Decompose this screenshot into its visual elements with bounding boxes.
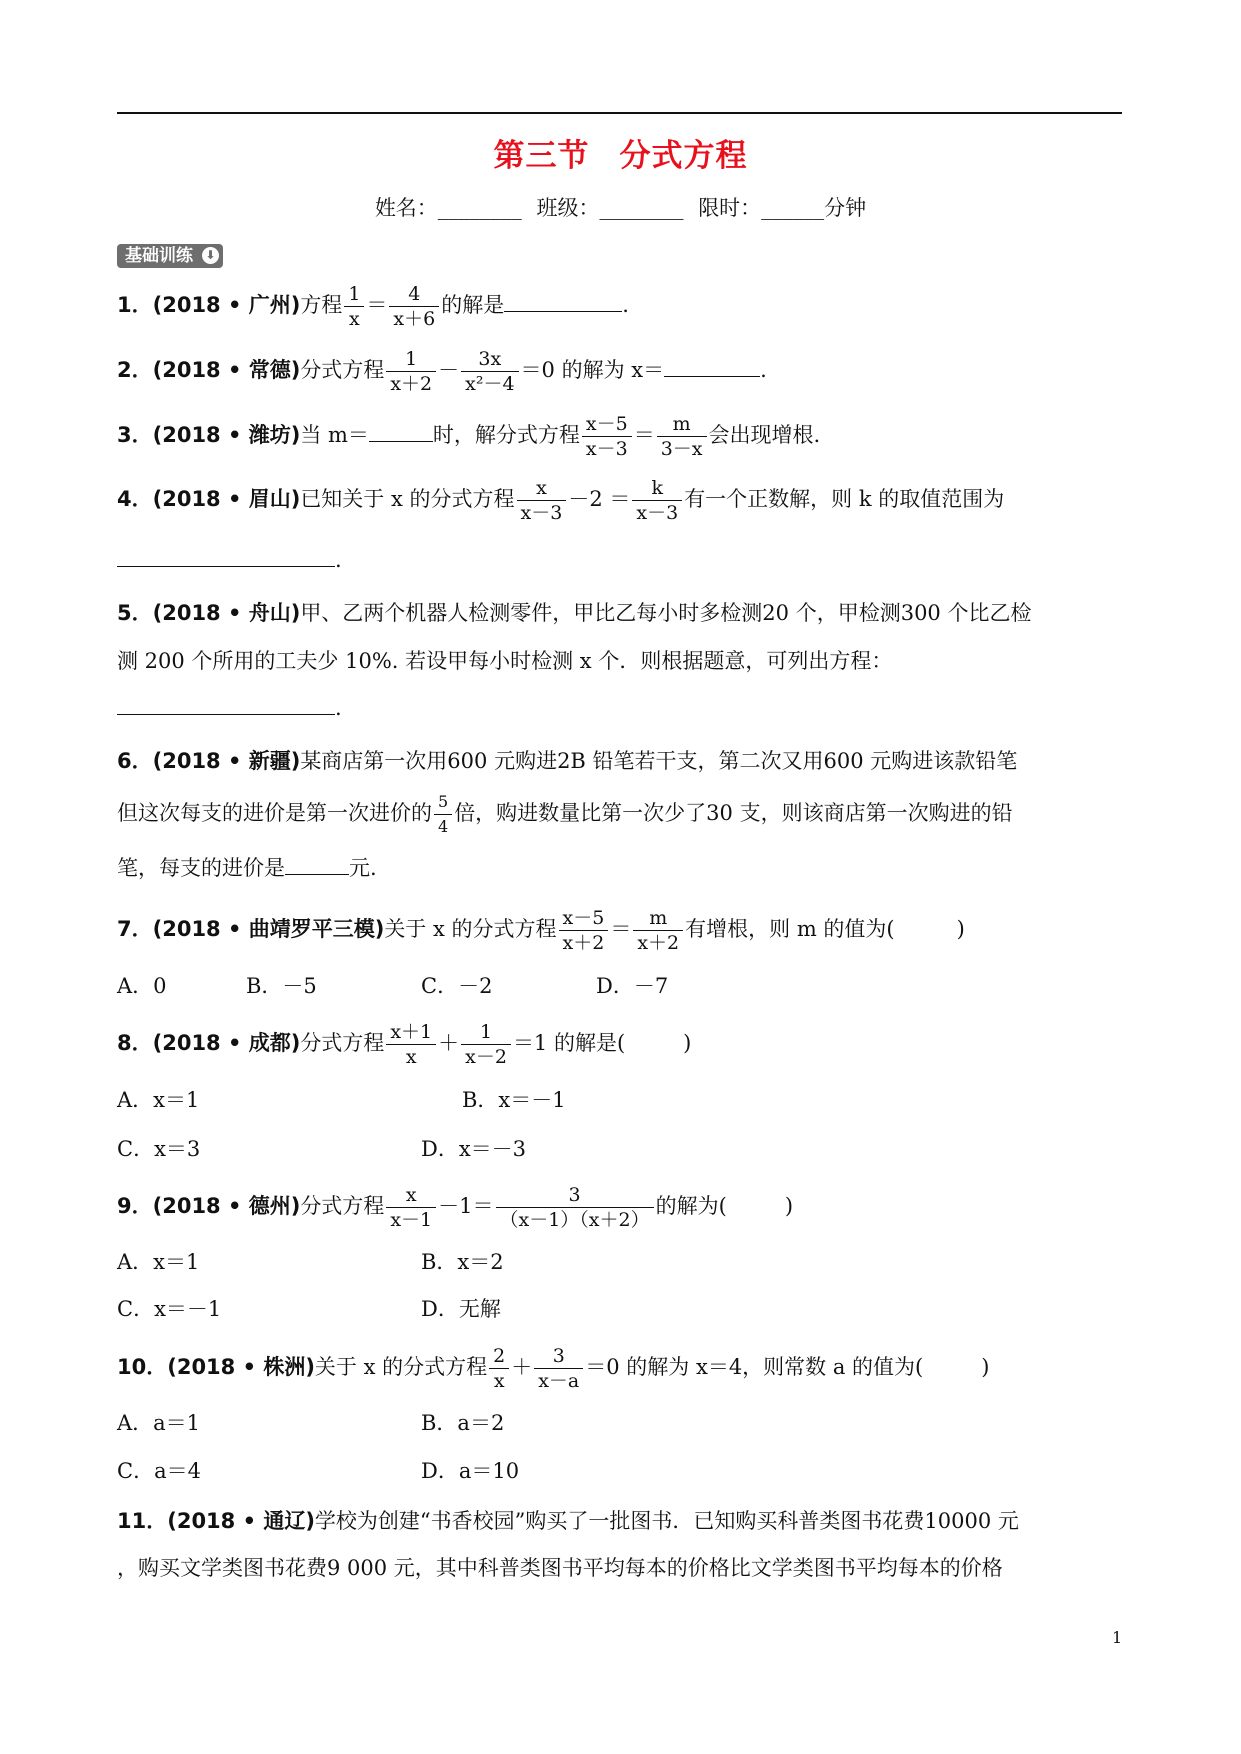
- question-text: 会出现增根.: [708, 423, 821, 447]
- question-text: ＝1 的解是(: [512, 1031, 626, 1055]
- name-field[interactable]: 姓名：________: [374, 196, 522, 220]
- close-paren: ): [981, 1355, 990, 1379]
- numerator: m: [633, 906, 683, 931]
- denominator: x＋2: [562, 932, 605, 954]
- question-number: 3．: [117, 423, 153, 447]
- fraction: [386, 1183, 436, 1232]
- title-topic: 分式方程: [619, 138, 748, 174]
- question-source: (2018 • 常德): [152, 358, 301, 382]
- question-number: 5．: [117, 601, 153, 625]
- question-5-line-2: [117, 645, 892, 675]
- down-arrow-icon: ⬇: [202, 247, 219, 264]
- fraction: [633, 906, 683, 955]
- student-info-line: [0, 192, 1241, 222]
- question-text: 分式方程: [300, 1031, 385, 1055]
- fraction: [496, 1183, 654, 1232]
- fraction: [434, 790, 452, 839]
- question-text: 学校为创建“书香校园”购买了一批图书．已知购买科普类图书花费10000 元: [314, 1509, 1019, 1533]
- question-text: ＝0 的解为 x＝: [520, 358, 665, 382]
- fraction: [517, 476, 567, 525]
- close-paren: ): [784, 1194, 794, 1218]
- question-text: ，购买文学类图书花费9 000 元，其中科普类图书平均每本的价格比文学类图书平均每本的价格: [117, 1556, 1003, 1580]
- equals-sign: ＝: [633, 423, 655, 447]
- numerator: 5: [434, 790, 452, 815]
- question-source: (2018 • 眉山): [152, 487, 301, 511]
- numerator: 4: [389, 282, 439, 307]
- question-text: 笔，每支的进价是: [117, 856, 285, 880]
- numerator: 3x: [461, 347, 518, 372]
- fraction: [559, 906, 609, 955]
- answer-blank[interactable]: [504, 293, 622, 312]
- denominator: （x－1）（x＋2）: [499, 1209, 650, 1231]
- question-source: (2018 • 成都): [152, 1031, 301, 1055]
- question-text: 时，解分式方程: [432, 423, 580, 447]
- plus-sign: ＋: [438, 1031, 460, 1055]
- question-6-line-2: [117, 790, 1013, 839]
- answer-blank[interactable]: [664, 358, 760, 377]
- numerator: 2: [489, 1344, 509, 1369]
- question-10: [117, 1344, 989, 1393]
- question-source: (2018 • 株洲): [167, 1355, 315, 1379]
- close-paren: ): [683, 1031, 692, 1055]
- question-11-line-2: [117, 1552, 1003, 1582]
- question-9: [117, 1183, 793, 1232]
- question-text: －1＝: [438, 1194, 494, 1218]
- question-1: [117, 282, 629, 331]
- question-number: 7．: [117, 917, 153, 941]
- question-text: 有一个正数解，则 k 的取值范围为: [684, 487, 1005, 511]
- numerator: x－5: [582, 412, 632, 437]
- fraction: [344, 282, 364, 331]
- question-text: 当 m＝: [300, 423, 369, 447]
- question-number: 10．: [117, 1355, 168, 1379]
- denominator: x－1: [390, 1209, 433, 1231]
- fraction: [489, 1344, 509, 1393]
- question-text: 已知关于 x 的分式方程: [300, 487, 515, 511]
- question-11: [117, 1505, 1019, 1535]
- option-c[interactable]: C．a＝4: [117, 1459, 201, 1483]
- minus-sign: －: [438, 358, 460, 382]
- numerator: 3: [534, 1344, 583, 1369]
- option-d[interactable]: D．无解: [421, 1297, 501, 1321]
- fraction: [534, 1344, 583, 1393]
- question-source: (2018 • 潍坊): [152, 423, 301, 447]
- basic-training-badge: [117, 244, 223, 268]
- option-a[interactable]: A．a＝1: [117, 1411, 201, 1435]
- question-number: 6．: [117, 749, 153, 773]
- option-d[interactable]: D．x＝－3: [421, 1137, 527, 1161]
- question-number: 11．: [117, 1509, 168, 1533]
- question-2: [117, 347, 767, 396]
- numerator: 1: [386, 347, 436, 372]
- option-a[interactable]: A．x＝1: [117, 1250, 200, 1274]
- question-6-line-3: [117, 852, 377, 882]
- question-text: 的解是: [441, 293, 505, 317]
- fraction: [386, 347, 436, 396]
- answer-blank[interactable]: [117, 696, 335, 715]
- question-number: 4．: [117, 487, 153, 511]
- option-d[interactable]: D．－7: [596, 974, 669, 998]
- question-text: －2 ＝: [568, 487, 631, 511]
- denominator: x－3: [520, 502, 563, 524]
- numerator: x＋1: [386, 1020, 436, 1045]
- question-text: 关于 x 的分式方程: [384, 917, 557, 941]
- numerator: x: [517, 476, 567, 501]
- question-text: 方程: [300, 293, 343, 317]
- denominator: x: [349, 308, 360, 330]
- option-b[interactable]: B．－5: [246, 974, 317, 998]
- fraction: [386, 1020, 436, 1069]
- numerator: 3: [496, 1183, 654, 1208]
- option-b[interactable]: B．x＝2: [421, 1250, 504, 1274]
- page-number: 1: [1112, 1628, 1123, 1647]
- question-text: 的解为(: [655, 1194, 727, 1218]
- numerator: x－5: [559, 906, 609, 931]
- fraction: [582, 412, 632, 461]
- question-8: [117, 1020, 691, 1069]
- option-b[interactable]: B．x＝－1: [462, 1088, 566, 1112]
- numerator: 1: [461, 1020, 511, 1045]
- time-limit-field[interactable]: 限时：______分钟: [698, 196, 867, 220]
- numerator: k: [632, 476, 682, 501]
- denominator: x＋2: [637, 932, 680, 954]
- question-source: (2018 • 广州): [152, 293, 301, 317]
- denominator: x: [493, 1370, 505, 1392]
- question-source: (2018 • 通辽): [167, 1509, 315, 1533]
- question-text: 元.: [349, 856, 377, 880]
- question-text: ＝0 的解为 x＝4，则常数 a 的值为(: [585, 1355, 924, 1379]
- plus-sign: ＋: [511, 1355, 533, 1379]
- question-text: 有增根，则 m 的值为(: [685, 917, 895, 941]
- question-source: (2018 • 德州): [152, 1194, 301, 1218]
- denominator: 4: [438, 817, 449, 836]
- answer-blank[interactable]: [117, 548, 335, 567]
- question-text: 分式方程: [300, 1194, 385, 1218]
- option-a[interactable]: A．0: [117, 974, 167, 998]
- page-title: [0, 130, 1241, 175]
- question-number: 2．: [117, 358, 153, 382]
- equals-sign: ＝: [610, 917, 632, 941]
- question-4: [117, 476, 1004, 525]
- fraction: [657, 412, 707, 461]
- question-7: [117, 906, 965, 955]
- question-6: [117, 745, 1017, 775]
- question-source: (2018 • 舟山): [152, 601, 301, 625]
- class-field[interactable]: 班级：________: [536, 196, 684, 220]
- option-c[interactable]: C．x＝－1: [117, 1297, 222, 1321]
- fraction: [389, 282, 439, 331]
- answer-blank[interactable]: [369, 423, 433, 442]
- option-c[interactable]: C．－2: [421, 974, 493, 998]
- period: .: [760, 358, 767, 382]
- option-a[interactable]: A．x＝1: [117, 1088, 200, 1112]
- question-5: [117, 597, 1031, 627]
- fraction: [461, 1020, 511, 1069]
- question-source: (2018 • 曲靖罗平三模): [152, 917, 385, 941]
- denominator: x: [405, 1046, 417, 1068]
- equals-sign: ＝: [366, 293, 388, 317]
- question-3: [117, 412, 820, 461]
- question-number: 8．: [117, 1031, 153, 1055]
- question-number: 9．: [117, 1194, 153, 1218]
- option-c[interactable]: C．x＝3: [117, 1137, 201, 1161]
- question-text: 但这次每支的进价是第一次进价的: [117, 801, 432, 825]
- fraction: [461, 347, 518, 396]
- numerator: x: [386, 1183, 436, 1208]
- period: .: [622, 293, 629, 317]
- question-text: 测 200 个所用的工夫少 10%. 若设甲每小时检测 x 个．则根据题意，可列出方程：: [117, 649, 893, 673]
- numerator: m: [657, 412, 707, 437]
- question-text: 倍，购进数量比第一次少了30 支，则该商店第一次购进的铅: [454, 801, 1013, 825]
- close-paren: ): [956, 917, 965, 941]
- question-text: 关于 x 的分式方程: [314, 1355, 488, 1379]
- denominator: x＋2: [390, 373, 433, 395]
- denominator: x－2: [465, 1046, 507, 1068]
- question-text: 分式方程: [300, 358, 385, 382]
- badge-label: 基础训练: [125, 246, 193, 266]
- title-section: 第三节: [493, 138, 590, 174]
- question-text: 某商店第一次用600 元购进2B 铅笔若干支，第二次又用600 元购进该款铅笔: [300, 749, 1018, 773]
- answer-blank[interactable]: [285, 856, 349, 875]
- option-d[interactable]: D．a＝10: [421, 1459, 520, 1483]
- denominator: x－a: [538, 1370, 580, 1392]
- period: .: [335, 696, 342, 720]
- question-source: (2018 • 新疆): [152, 749, 301, 773]
- question-text: 甲、乙两个机器人检测零件，甲比乙每小时多检测20 个，甲检测300 个比乙检: [300, 601, 1032, 625]
- option-b[interactable]: B．a＝2: [421, 1411, 505, 1435]
- question-number: 1．: [117, 293, 153, 317]
- header-rule: [117, 112, 1122, 114]
- question-5-answer-line: [117, 696, 342, 720]
- denominator: x＋6: [393, 308, 436, 330]
- question-4-answer-line: [117, 548, 342, 572]
- denominator: x－3: [636, 502, 679, 524]
- period: .: [335, 548, 342, 572]
- denominator: x－3: [585, 438, 628, 460]
- fraction: [632, 476, 682, 525]
- denominator: 3－x: [660, 438, 703, 460]
- numerator: 1: [344, 282, 364, 307]
- denominator: x²－4: [465, 373, 515, 395]
